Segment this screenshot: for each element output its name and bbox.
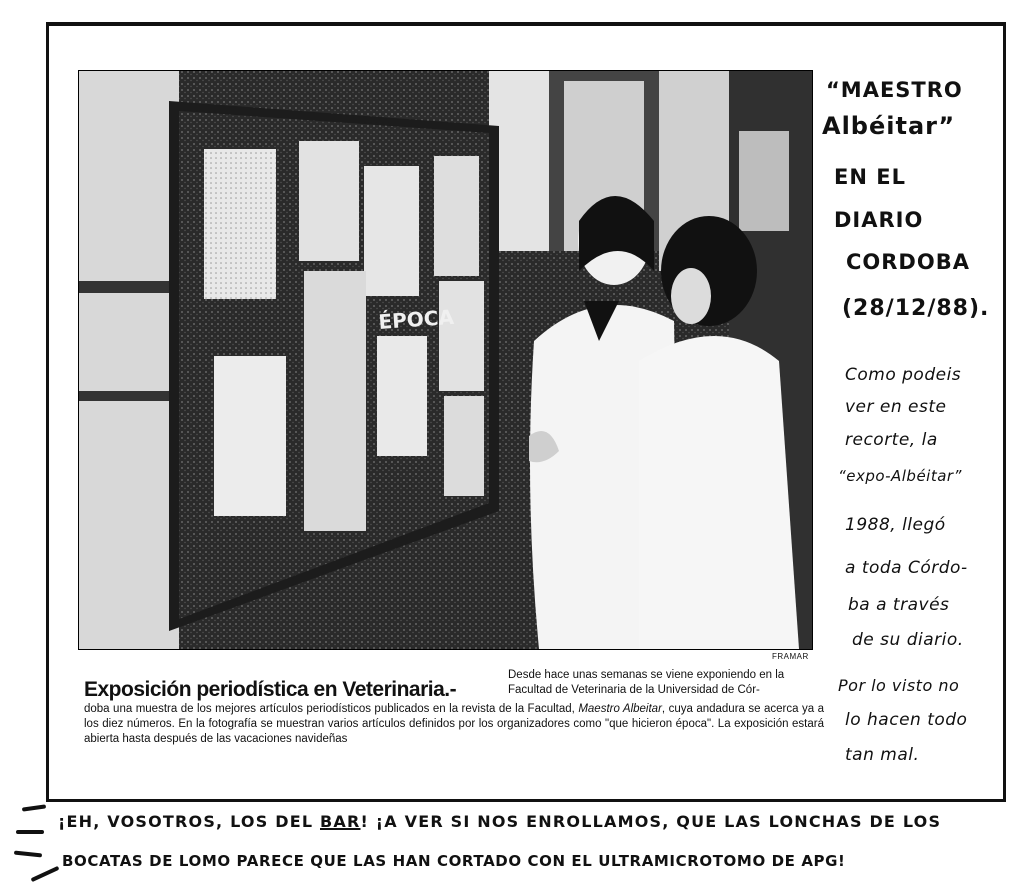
caption-magazine-name: Maestro Albeitar bbox=[578, 703, 662, 715]
caption-body-part2: , cuya andadura se acerca ya a los diez números. En la fotografía se muestran varios artículos definidos por los organizadores como "que hicieron época". La exposición estará abierta hasta después de las vacaciones navideñas bbox=[84, 703, 824, 745]
margin-note-line-2: ver en este bbox=[845, 397, 947, 417]
caption-body-part1: doba una muestra de los mejores artículos periodísticos publicados en la revista de la Facultad, bbox=[84, 703, 575, 715]
poster-epoca-text: ÉPOCA bbox=[377, 304, 455, 334]
margin-title-line-2: Albéitar” bbox=[822, 112, 956, 140]
margin-title-line-3: EN EL bbox=[834, 165, 906, 189]
margin-title-line-1: “MAESTRO bbox=[826, 78, 963, 102]
margin-note-line-8: de su diario. bbox=[852, 630, 964, 650]
bullet-dash-3 bbox=[14, 851, 42, 858]
exhibition-photo-illustration bbox=[79, 71, 812, 649]
bullet-dash-2 bbox=[16, 830, 44, 834]
caption-body bbox=[84, 702, 824, 747]
margin-note-line-3: recorte, la bbox=[845, 430, 938, 450]
margin-note-line-11: tan mal. bbox=[845, 745, 920, 765]
margin-note-line-5: 1988, llegó bbox=[845, 515, 946, 535]
margin-title-line-6: (28/12/88). bbox=[842, 296, 990, 321]
margin-title-line-5: CORDOBA bbox=[846, 250, 970, 274]
photo-caption bbox=[84, 668, 824, 747]
margin-note-line-10: lo hacen todo bbox=[845, 710, 968, 730]
margin-note-line-7: ba a través bbox=[848, 595, 950, 615]
bottom-note-line-2: BOCATAS DE LOMO PARECE QUE LAS HAN CORTADO CON EL ULTRAMICROTOMO DE APG! bbox=[62, 852, 846, 870]
margin-note-line-1: Como podeis bbox=[845, 365, 962, 385]
bullet-dash-1 bbox=[22, 804, 46, 811]
bottom-note-line-1-start: ¡EH, VOSOTROS, LOS DEL bbox=[58, 812, 320, 831]
bullet-dash-4 bbox=[31, 866, 60, 882]
photo-credit: FRAMAR bbox=[772, 652, 809, 661]
bottom-note-line-1 bbox=[58, 812, 941, 831]
newspaper-photo bbox=[78, 70, 813, 650]
margin-note-line-9: Por lo visto no bbox=[838, 676, 960, 695]
bottom-note-line-1-end: ! ¡A VER SI NOS ENROLLAMOS, QUE LAS LONCHAS DE LOS bbox=[360, 812, 942, 831]
caption-right-text: Desde hace unas semanas se viene exponiendo en la Facultad de Veterinaria de la Universidad de Cór- bbox=[508, 669, 785, 696]
caption-title: Exposición periodística en Veterinaria.- bbox=[84, 678, 457, 701]
margin-title-line-4: DIARIO bbox=[834, 208, 924, 232]
bottom-note-bar-word: BAR bbox=[320, 812, 361, 831]
margin-note-line-4: “expo-Albéitar” bbox=[838, 467, 962, 485]
margin-note-line-6: a toda Córdo- bbox=[845, 558, 968, 578]
